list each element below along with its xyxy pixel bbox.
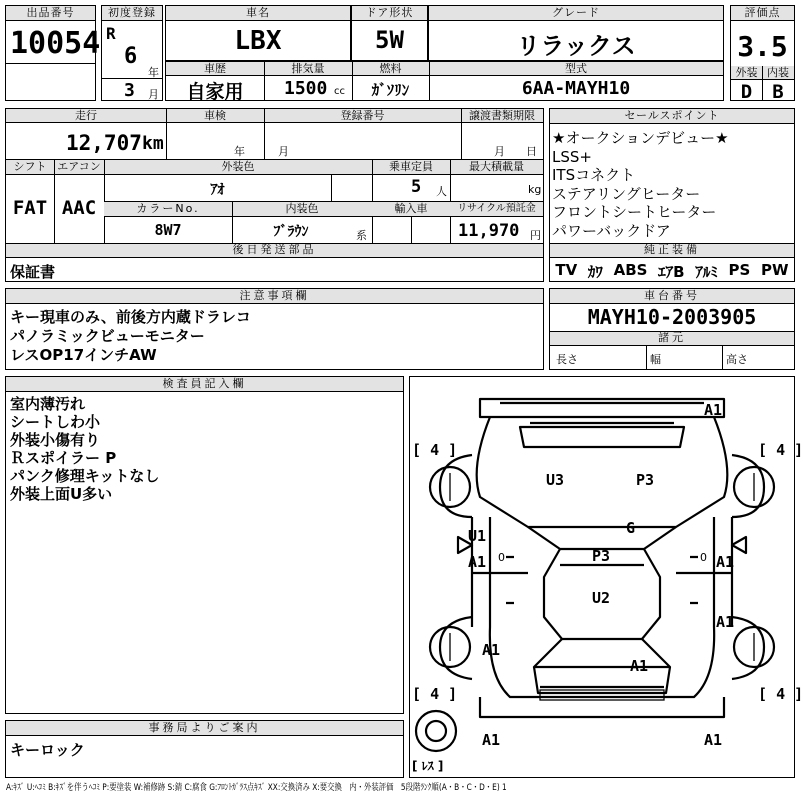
transfer-day-unit: 日 [526, 145, 537, 158]
caution-line: キー現車のみ、前後方内蔵ドラレコ [10, 308, 251, 326]
mark-right-front-door: A1 [716, 553, 735, 571]
door-box [351, 5, 428, 61]
later-parts-value: 保証書 [10, 263, 56, 281]
recycle-value: 11,970 [458, 221, 520, 241]
shift-label: シフト [13, 160, 47, 173]
mileage-label: 走行 [75, 109, 97, 122]
inspector-box [5, 376, 404, 714]
inspector-line: 外装小傷有り [10, 431, 101, 449]
model-label: 型式 [565, 62, 587, 75]
car-name-label: 車名 [166, 6, 350, 21]
loadcap-unit: kg [528, 183, 542, 196]
history-label: 車歴 [204, 62, 226, 75]
mileage-value: 12,707 [66, 131, 142, 155]
sales-point: ★オークションデビュー★ [552, 129, 729, 147]
tire-fr: [ 4 ] [758, 441, 803, 459]
sales-point: LSS+ [552, 147, 592, 166]
int-label: 内装 [767, 66, 789, 79]
caution-label: 注意事項欄 [6, 289, 543, 304]
month-unit: 月 [148, 88, 159, 101]
ext-label: 外装 [735, 66, 758, 79]
colorno-value: 8W7 [154, 221, 182, 239]
door-value: 5W [375, 26, 404, 54]
score-label: 評価点 [731, 6, 794, 21]
tire-rr: [ 4 ] [758, 685, 803, 703]
mark-zero-right: 0 [700, 551, 707, 564]
lot-label: 出品番号 [6, 6, 95, 21]
inspector-line: シートしわ小 [10, 413, 101, 431]
color-label: 外装色 [221, 160, 255, 173]
inspector-line: 室内薄汚れ [10, 395, 86, 413]
vehicle-details [5, 108, 544, 282]
recycle-label: リサイクル預託金 [457, 203, 536, 214]
year-unit: 年 [148, 66, 159, 79]
capacity-value: 5 [411, 177, 422, 197]
equipment-item: TV [555, 261, 578, 279]
equipment-list [550, 261, 794, 282]
sales-point: ステアリングヒーター [552, 184, 701, 203]
model-value: 6AA-MAYH10 [521, 78, 631, 99]
displacement-value: 1500 [284, 78, 328, 99]
grade-label: グレード [429, 6, 723, 21]
int-grade: B [772, 81, 784, 103]
sales-points-label: セールスポイント [550, 109, 794, 124]
equipment-label: 純正装備 [644, 243, 700, 256]
inspector-line: パンク修理キットなし [10, 467, 160, 485]
equipment-item: ｶﾜ [587, 263, 603, 281]
mark-rear-roof: U2 [592, 589, 611, 607]
lot-number-box [5, 5, 101, 101]
transfer-label: 譲渡書類期限 [469, 109, 535, 122]
length-label: 長さ [556, 353, 578, 366]
inspector-line: 外装上面U多い [10, 485, 113, 503]
score-value: 3.5 [737, 30, 788, 63]
equipment-item: ｱﾙﾐ [695, 263, 718, 281]
history-value: 自家用 [186, 81, 244, 103]
interior-value: ﾌﾞﾗｳﾝ [273, 224, 309, 240]
ac-label: エアコン [57, 160, 101, 173]
sales-point: ITSコネクト [552, 166, 636, 184]
equipment-item: PS [728, 261, 751, 279]
mark-windshield: G [626, 519, 636, 537]
score-box [730, 5, 795, 101]
spare-tire-status: [ ﾚｽ ] [412, 759, 444, 773]
door-label: ドア形状 [352, 6, 427, 21]
spec-label: 諸元 [658, 331, 686, 344]
loadcap-label: 最大積載量 [469, 160, 524, 173]
grade-value: リラックス [516, 32, 636, 60]
first-reg-label: 初度登録 [102, 6, 162, 21]
mark-roof: P3 [592, 547, 611, 565]
sales-points-list [552, 129, 729, 240]
interior-label: 内装色 [285, 202, 319, 215]
displacement-unit: cc [334, 86, 345, 97]
inspector-line: Ｒスポイラー P [10, 449, 117, 467]
ac-value: AAC [61, 197, 97, 219]
chassis-number: MAYH10-2003905 [587, 305, 757, 329]
mark-zero-left: 0 [498, 551, 505, 564]
lot-number: 10054 [10, 26, 101, 61]
equipment-item: ABS [613, 261, 648, 279]
car-diagram [410, 377, 794, 777]
displacement-label: 排気量 [291, 62, 325, 75]
sales-point: フロントシートヒーター [552, 203, 717, 221]
office-label: 事務局よりご案内 [6, 721, 403, 736]
mark-left-rear-quarter: A1 [482, 641, 501, 659]
capacity-unit: 人 [436, 185, 447, 198]
chassis-label: 車台番号 [550, 289, 794, 304]
inspector-label: 検査員記入欄 [6, 377, 403, 392]
capacity-label: 乗車定員 [389, 160, 433, 173]
car-name-box [165, 5, 351, 61]
caution-line: パノラミックビューモニター [10, 327, 205, 345]
mark-rear-right: A1 [704, 731, 723, 749]
tire-fl: [ 4 ] [412, 441, 458, 459]
reg-year: 6 [124, 44, 138, 69]
tire-rl: [ 4 ] [412, 685, 458, 703]
inspection-month-unit: 月 [278, 145, 289, 158]
spec-row [165, 61, 724, 101]
regno-label: 登録番号 [340, 109, 385, 122]
recycle-unit: 円 [530, 229, 541, 242]
inspection-label: 車検 [204, 109, 226, 122]
inspection-year-unit: 年 [234, 145, 245, 158]
caution-line: レスOP17インチAW [10, 346, 157, 364]
later-parts-label: 後日発送部品 [232, 243, 317, 256]
fuel-label: 燃料 [379, 62, 402, 75]
height-label: 高さ [726, 353, 748, 366]
mark-left-front-door-b: A1 [468, 553, 487, 571]
car-name: LBX [234, 26, 282, 56]
mark-left-front-door: U1 [468, 527, 487, 545]
interior-unit: 系 [356, 229, 367, 242]
color-value: ｱｵ [210, 182, 225, 198]
legend-text: A:ｷｽﾞ U:ﾍｺﾐ B:ｷｽﾞを伴うﾍｺﾐ P:要塗装 W:補修跡 S:錆 C:腐食 G:ﾌﾛﾝﾄｶﾞﾗｽ点ｷｽﾞ XX:交換済み X:要交換 内・外装評価 5段階ﾗﾝｸ順(A・B・C・D・E) 1 [6, 783, 507, 793]
fuel-value: ｶﾞｿﾘﾝ [371, 81, 410, 99]
mileage-unit: km [142, 133, 164, 154]
mark-hood-left: U3 [546, 471, 565, 489]
equipment-item: ｴｱB [658, 263, 685, 281]
caution-box [5, 288, 544, 370]
equipment-item: PW [761, 261, 789, 279]
grade-box [428, 5, 724, 61]
first-registration-box [101, 5, 163, 101]
era: R [106, 24, 116, 43]
office-value: キーロック [10, 741, 85, 759]
mark-roof-front: A1 [704, 401, 723, 419]
sales-points-box [549, 108, 795, 282]
width-label: 幅 [650, 353, 661, 366]
mark-right-rear-door: A1 [716, 613, 735, 631]
transfer-month-unit: 月 [494, 145, 505, 158]
ext-grade: D [740, 81, 753, 103]
sales-point: パワーバックドア [552, 221, 671, 240]
colorno-label: カラーNo. [136, 202, 200, 215]
reg-month: 3 [124, 80, 135, 101]
import-label: 輸入車 [394, 202, 428, 215]
car-diagram-box [409, 376, 803, 778]
shift-value: FAT [12, 197, 48, 219]
office-box [5, 720, 404, 778]
mark-trunk: A1 [630, 657, 649, 675]
chassis-box [549, 288, 795, 370]
mark-rear-left: A1 [482, 731, 501, 749]
mark-hood-right: P3 [636, 471, 655, 489]
